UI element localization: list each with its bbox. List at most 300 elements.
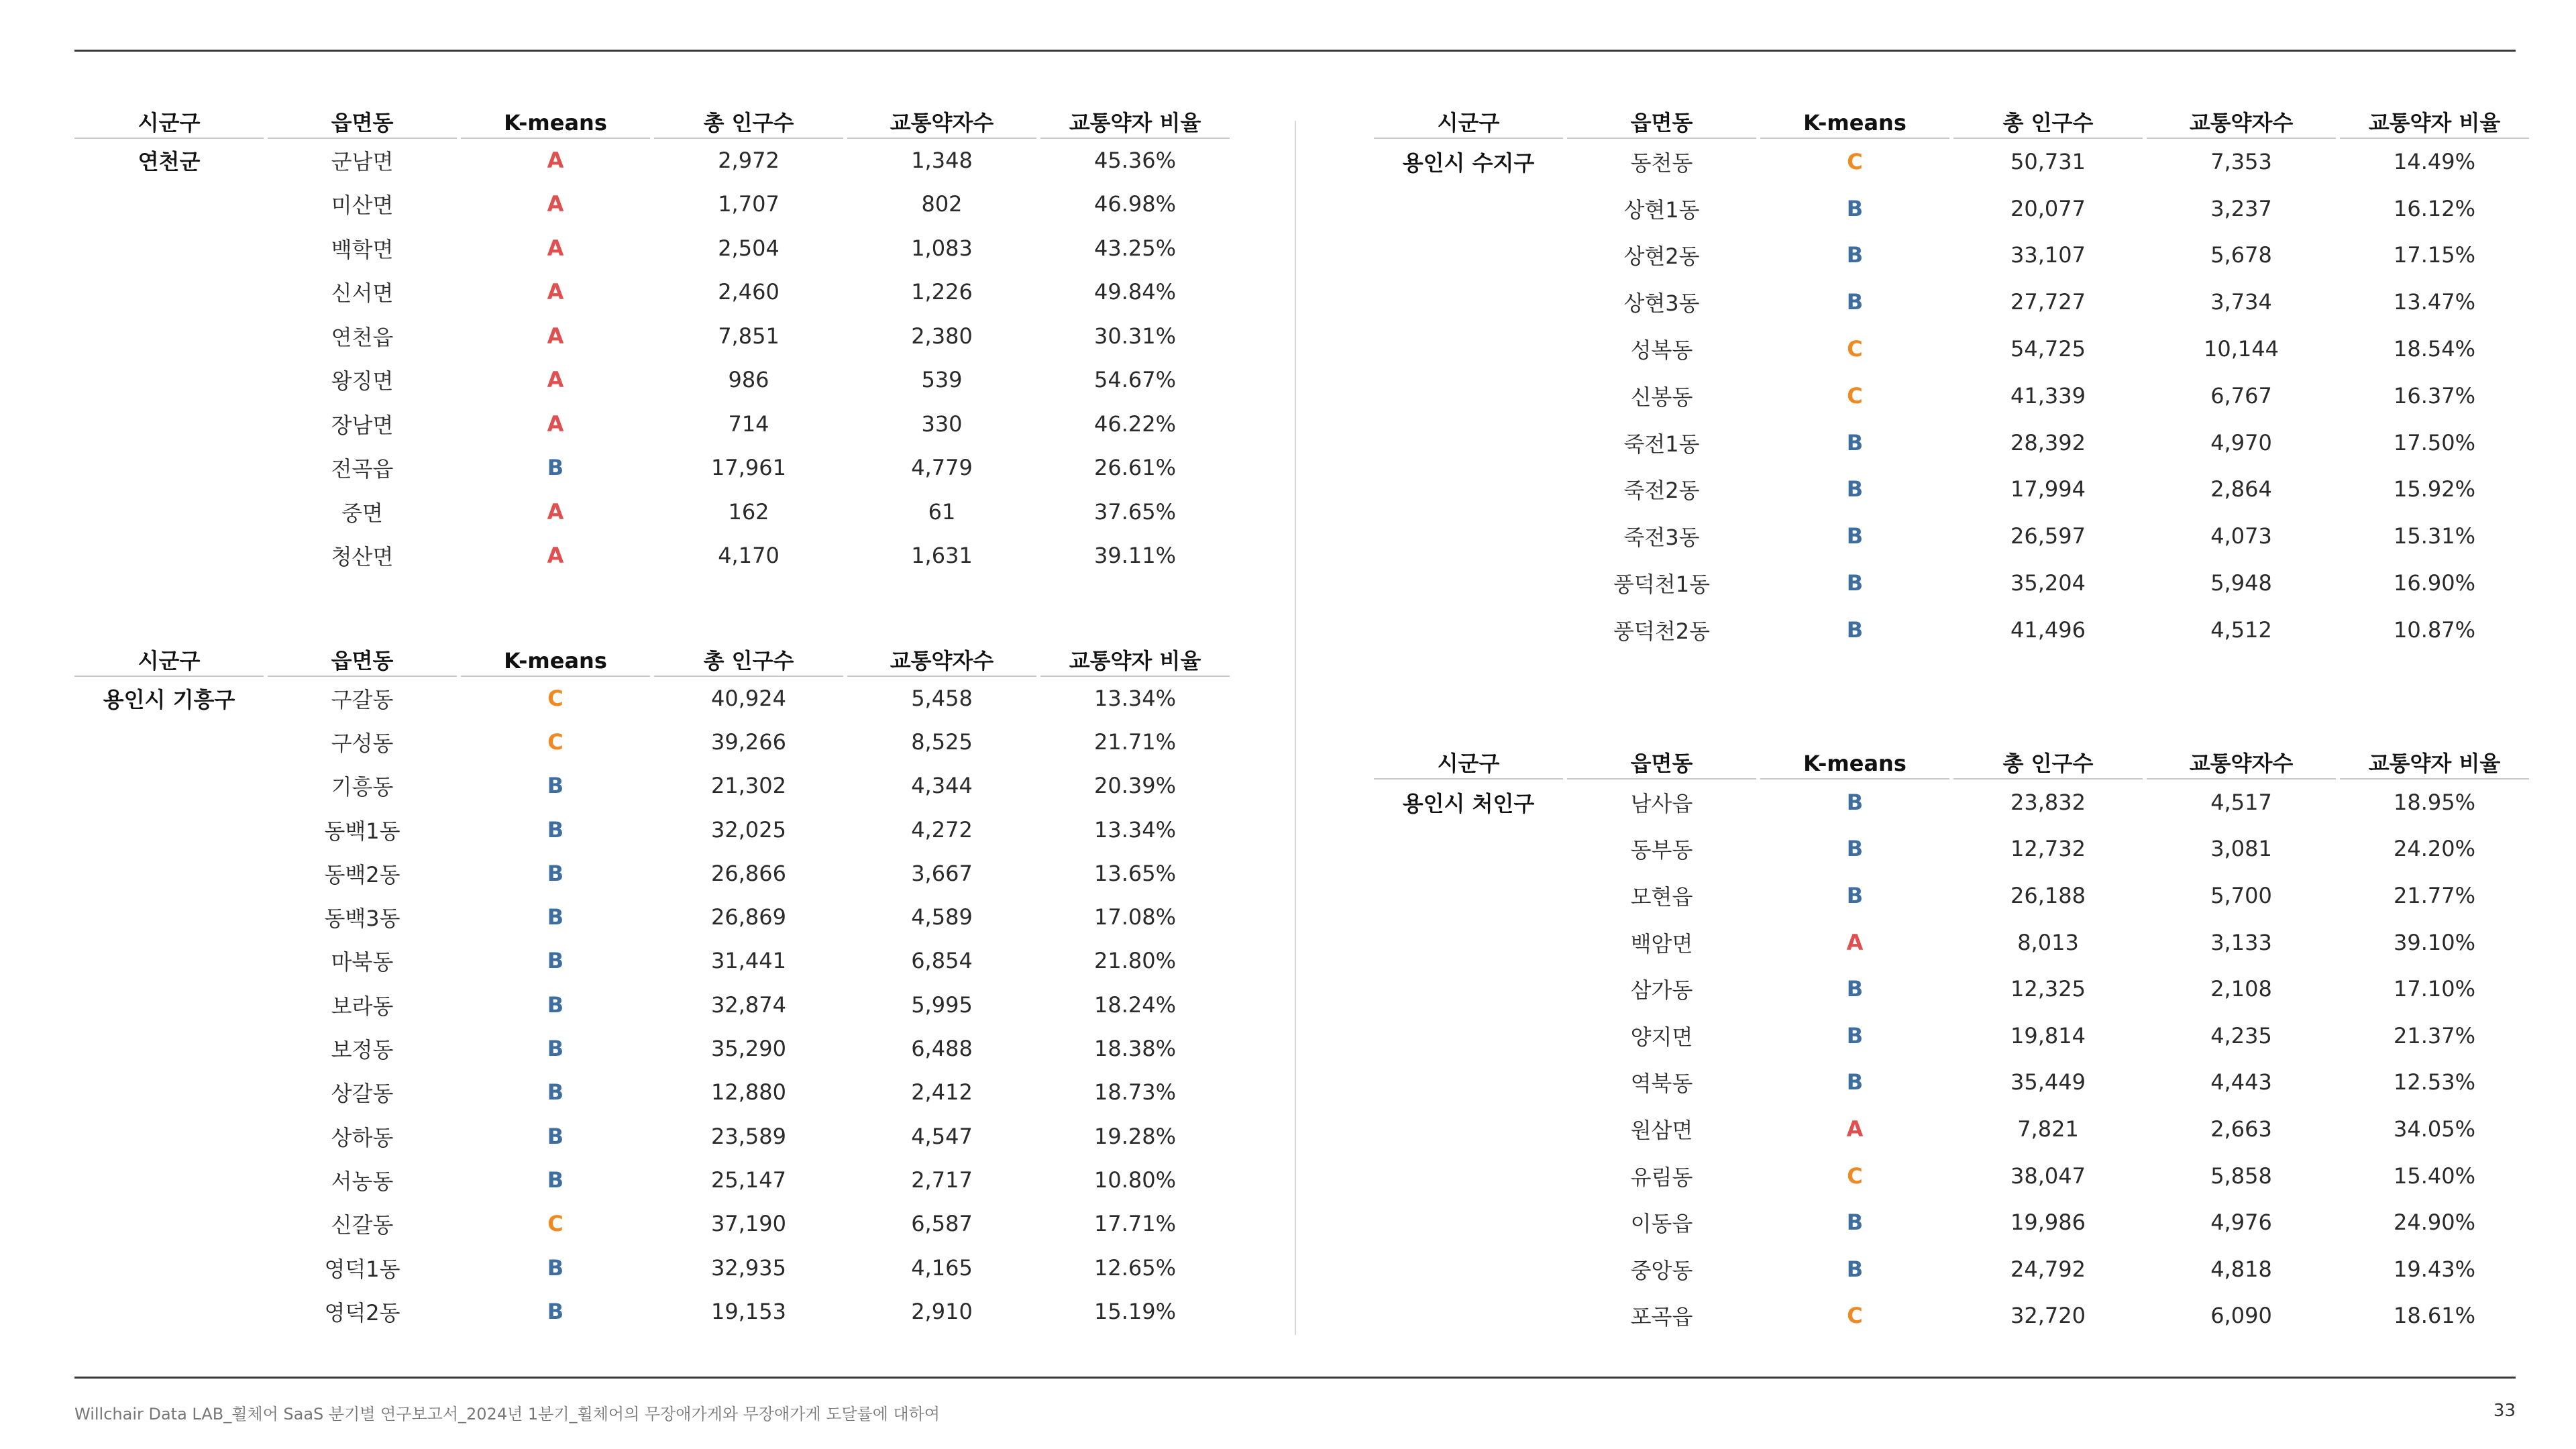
- population-cell: 39,266: [711, 729, 786, 755]
- ratio-cell: 16.90%: [2393, 570, 2475, 596]
- kmeans-cell: B: [547, 1079, 564, 1106]
- kmeans-cell: A: [1846, 1116, 1864, 1142]
- dong-cell: 상현1동: [1623, 197, 1700, 223]
- population-cell: 26,188: [2010, 882, 2086, 908]
- dong-cell: 남사읍: [1630, 790, 1693, 816]
- vulnerable-cell: 4,976: [2210, 1210, 2272, 1236]
- population-cell: 26,597: [2010, 523, 2086, 549]
- table-row: [1374, 606, 2529, 653]
- population-cell: 28,392: [2010, 429, 2086, 455]
- kmeans-cell: B: [1846, 1256, 1864, 1282]
- ratio-cell: 19.43%: [2393, 1256, 2475, 1282]
- page-number: 33: [2493, 1401, 2516, 1421]
- kmeans-cell: B: [547, 773, 564, 799]
- kmeans-cell: B: [1846, 429, 1864, 455]
- kmeans-cell: B: [547, 904, 564, 930]
- header-region: 시군구: [1374, 108, 1563, 139]
- kmeans-cell: B: [1846, 836, 1864, 862]
- header-vulnerable: 교통약자수: [847, 646, 1036, 677]
- table-row: [1374, 1012, 2529, 1059]
- table-row: [74, 138, 1230, 182]
- vulnerable-cell: 5,948: [2210, 570, 2272, 596]
- dong-cell: 동부동: [1630, 837, 1693, 863]
- dong-cell: 구갈동: [331, 686, 394, 712]
- dong-cell: 삼가동: [1630, 977, 1693, 1004]
- table-header: [1374, 749, 2529, 779]
- dong-cell: 유림동: [1630, 1164, 1693, 1190]
- table-row: [74, 720, 1230, 763]
- table-suji: [1374, 109, 2529, 653]
- population-cell: 12,325: [2010, 976, 2086, 1002]
- dong-cell: 전곡읍: [331, 456, 394, 482]
- population-cell: 12,880: [711, 1079, 786, 1106]
- kmeans-cell: A: [547, 498, 564, 525]
- ratio-cell: 20.39%: [1093, 773, 1176, 799]
- population-cell: 31,441: [711, 948, 786, 974]
- population-cell: 32,720: [2010, 1303, 2086, 1329]
- vulnerable-cell: 3,237: [2210, 195, 2272, 221]
- header-vulnerable: 교통약자수: [847, 108, 1036, 139]
- top-rule: [74, 50, 2516, 52]
- dong-cell: 원삼면: [1630, 1117, 1693, 1143]
- header-kmeans: K-means: [461, 108, 650, 139]
- kmeans-cell: B: [547, 948, 564, 974]
- table-row: [74, 1202, 1230, 1246]
- ratio-cell: 46.98%: [1093, 191, 1176, 217]
- vulnerable-cell: 2,864: [2210, 476, 2272, 502]
- population-cell: 26,866: [711, 860, 786, 886]
- table-row: [1374, 559, 2529, 606]
- ratio-cell: 18.61%: [2393, 1303, 2475, 1329]
- dong-cell: 중앙동: [1630, 1257, 1693, 1283]
- header-dong: 읍면동: [1567, 749, 1756, 780]
- population-cell: 19,153: [711, 1298, 786, 1324]
- ratio-cell: 24.90%: [2393, 1210, 2475, 1236]
- kmeans-cell: B: [1846, 195, 1864, 221]
- ratio-cell: 16.37%: [2393, 382, 2475, 409]
- vulnerable-cell: 2,910: [911, 1298, 973, 1324]
- dong-cell: 성복동: [1630, 337, 1693, 364]
- vulnerable-cell: 2,380: [911, 323, 973, 349]
- table-row: [74, 1158, 1230, 1201]
- kmeans-cell: B: [1846, 976, 1864, 1002]
- table-row: [74, 808, 1230, 851]
- population-cell: 35,204: [2010, 570, 2086, 596]
- header-kmeans: K-means: [1760, 108, 1949, 139]
- ratio-cell: 10.80%: [1093, 1167, 1176, 1193]
- table-header: [74, 647, 1230, 676]
- kmeans-cell: B: [547, 1298, 564, 1324]
- dong-cell: 이동읍: [1630, 1211, 1693, 1237]
- table-row: [74, 1071, 1230, 1114]
- population-cell: 25,147: [711, 1167, 786, 1193]
- ratio-cell: 13.34%: [1093, 816, 1176, 843]
- kmeans-cell: A: [547, 279, 564, 305]
- dong-cell: 동백3동: [324, 906, 400, 932]
- ratio-cell: 17.15%: [2393, 242, 2475, 268]
- vulnerable-cell: 802: [921, 191, 963, 217]
- vulnerable-cell: 4,165: [911, 1254, 973, 1281]
- header-population: 총 인구수: [1953, 108, 2143, 139]
- table-row: [1374, 325, 2529, 372]
- vulnerable-cell: 330: [921, 411, 963, 437]
- vulnerable-cell: 4,779: [911, 455, 973, 481]
- ratio-cell: 45.36%: [1093, 147, 1176, 173]
- kmeans-cell: B: [547, 1167, 564, 1193]
- ratio-cell: 34.05%: [2393, 1116, 2475, 1142]
- table-row: [74, 1289, 1230, 1333]
- vulnerable-cell: 4,235: [2210, 1022, 2272, 1049]
- vulnerable-cell: 4,272: [911, 816, 973, 843]
- table-row: [1374, 779, 2529, 826]
- ratio-cell: 12.53%: [2393, 1069, 2475, 1095]
- vulnerable-cell: 4,512: [2210, 616, 2272, 643]
- vulnerable-cell: 10,144: [2204, 336, 2279, 362]
- ratio-cell: 17.50%: [2393, 429, 2475, 455]
- vulnerable-cell: 1,631: [911, 543, 973, 569]
- dong-cell: 보정동: [331, 1037, 394, 1063]
- dong-cell: 장남면: [331, 412, 394, 438]
- vulnerable-cell: 4,818: [2210, 1256, 2272, 1282]
- ratio-cell: 18.24%: [1093, 991, 1176, 1018]
- dong-cell: 백암면: [1630, 930, 1693, 957]
- vulnerable-cell: 5,458: [911, 685, 973, 711]
- table-row: [1374, 185, 2529, 232]
- ratio-cell: 54.67%: [1093, 367, 1176, 393]
- ratio-cell: 16.12%: [2393, 195, 2475, 221]
- table-header: [1374, 109, 2529, 138]
- population-cell: 714: [728, 411, 769, 437]
- ratio-cell: 49.84%: [1093, 279, 1176, 305]
- population-cell: 35,449: [2010, 1069, 2086, 1095]
- population-cell: 21,302: [711, 773, 786, 799]
- ratio-cell: 30.31%: [1093, 323, 1176, 349]
- table-yeoncheon: [74, 109, 1230, 578]
- population-cell: 4,170: [718, 543, 780, 569]
- population-cell: 7,851: [718, 323, 780, 349]
- population-cell: 33,107: [2010, 242, 2086, 268]
- kmeans-cell: C: [1847, 382, 1863, 409]
- ratio-cell: 21.77%: [2393, 882, 2475, 908]
- ratio-cell: 13.47%: [2393, 289, 2475, 315]
- vulnerable-cell: 4,073: [2210, 523, 2272, 549]
- header-region: 시군구: [1374, 749, 1563, 780]
- vulnerable-cell: 8,525: [911, 729, 973, 755]
- kmeans-cell: C: [547, 729, 564, 755]
- header-ratio: 교통약자 비율: [2340, 108, 2529, 139]
- dong-cell: 미산면: [331, 193, 394, 219]
- population-cell: 41,339: [2010, 382, 2086, 409]
- population-cell: 27,727: [2010, 289, 2086, 315]
- kmeans-cell: C: [1847, 336, 1863, 362]
- ratio-cell: 18.95%: [2393, 789, 2475, 815]
- table-row: [1374, 466, 2529, 513]
- dong-cell: 역북동: [1630, 1071, 1693, 1097]
- population-cell: 986: [728, 367, 769, 393]
- table-row: [1374, 419, 2529, 466]
- population-cell: 38,047: [2010, 1163, 2086, 1189]
- ratio-cell: 18.73%: [1093, 1079, 1176, 1106]
- vulnerable-cell: 1,348: [911, 147, 973, 173]
- kmeans-cell: A: [547, 323, 564, 349]
- dong-cell: 죽전3동: [1623, 525, 1700, 551]
- dong-cell: 청산면: [331, 544, 394, 570]
- vulnerable-cell: 6,488: [911, 1036, 973, 1062]
- kmeans-cell: B: [547, 1123, 564, 1149]
- kmeans-cell: C: [547, 685, 564, 711]
- vulnerable-cell: 1,083: [911, 235, 973, 261]
- population-cell: 7,821: [2017, 1116, 2079, 1142]
- dong-cell: 풍덕천1동: [1613, 572, 1710, 598]
- population-cell: 2,972: [718, 147, 780, 173]
- table-row: [1374, 1106, 2529, 1152]
- population-cell: 32,935: [711, 1254, 786, 1281]
- kmeans-cell: B: [547, 455, 564, 481]
- population-cell: 162: [728, 498, 769, 525]
- header-region: 시군구: [74, 646, 264, 677]
- population-cell: 2,504: [718, 235, 780, 261]
- population-cell: 20,077: [2010, 195, 2086, 221]
- region-cell: 용인시 처인구: [1402, 790, 1535, 816]
- ratio-cell: 46.22%: [1093, 411, 1176, 437]
- dong-cell: 죽전2동: [1623, 478, 1700, 504]
- table-row: [74, 1114, 1230, 1158]
- vulnerable-cell: 5,700: [2210, 882, 2272, 908]
- dong-cell: 상갈동: [331, 1081, 394, 1107]
- ratio-cell: 15.19%: [1093, 1298, 1176, 1324]
- table-row: [1374, 372, 2529, 419]
- population-cell: 19,986: [2010, 1210, 2086, 1236]
- table-header: [74, 109, 1230, 138]
- population-cell: 19,814: [2010, 1022, 2086, 1049]
- vulnerable-cell: 1,226: [911, 279, 973, 305]
- dong-cell: 영덕1동: [324, 1256, 400, 1282]
- bottom-rule: [74, 1377, 2516, 1379]
- vulnerable-cell: 2,108: [2210, 976, 2272, 1002]
- kmeans-cell: B: [547, 991, 564, 1018]
- population-cell: 26,869: [711, 904, 786, 930]
- ratio-cell: 21.37%: [2393, 1022, 2475, 1049]
- population-cell: 24,792: [2010, 1256, 2086, 1282]
- header-dong: 읍면동: [268, 108, 457, 139]
- header-ratio: 교통약자 비율: [2340, 749, 2529, 780]
- ratio-cell: 13.34%: [1093, 685, 1176, 711]
- table-row: [74, 1026, 1230, 1070]
- vulnerable-cell: 7,353: [2210, 148, 2272, 174]
- kmeans-cell: B: [1846, 570, 1864, 596]
- population-cell: 35,290: [711, 1036, 786, 1062]
- vulnerable-cell: 2,663: [2210, 1116, 2272, 1142]
- table-row: [74, 764, 1230, 808]
- table-row: [1374, 1199, 2529, 1246]
- kmeans-cell: B: [547, 1036, 564, 1062]
- header-region: 시군구: [74, 108, 264, 139]
- table-row: [74, 358, 1230, 402]
- header-kmeans: K-means: [1760, 749, 1949, 780]
- population-cell: 1,707: [718, 191, 780, 217]
- table-row: [74, 402, 1230, 446]
- kmeans-cell: B: [1846, 1022, 1864, 1049]
- ratio-cell: 17.71%: [1093, 1211, 1176, 1237]
- dong-cell: 포곡읍: [1630, 1304, 1693, 1330]
- dong-cell: 군남면: [331, 148, 394, 174]
- kmeans-cell: C: [1847, 148, 1863, 174]
- vulnerable-cell: 3,133: [2210, 929, 2272, 955]
- table-row: [1374, 1246, 2529, 1293]
- kmeans-cell: B: [1846, 242, 1864, 268]
- table-row: [74, 676, 1230, 720]
- table-row: [74, 939, 1230, 983]
- kmeans-cell: A: [1846, 929, 1864, 955]
- population-cell: 32,025: [711, 816, 786, 843]
- region-cell: 연천군: [138, 148, 201, 174]
- table-row: [74, 182, 1230, 227]
- vulnerable-cell: 61: [928, 498, 956, 525]
- vulnerable-cell: 5,858: [2210, 1163, 2272, 1189]
- dong-cell: 서농동: [331, 1168, 394, 1194]
- kmeans-cell: A: [547, 411, 564, 437]
- dong-cell: 중면: [341, 500, 383, 526]
- ratio-cell: 15.92%: [2393, 476, 2475, 502]
- header-ratio: 교통약자 비율: [1040, 646, 1230, 677]
- vulnerable-cell: 4,547: [911, 1123, 973, 1149]
- ratio-cell: 18.54%: [2393, 336, 2475, 362]
- kmeans-cell: B: [1846, 523, 1864, 549]
- kmeans-cell: B: [1846, 1069, 1864, 1095]
- population-cell: 8,013: [2017, 929, 2079, 955]
- kmeans-cell: B: [547, 816, 564, 843]
- kmeans-cell: C: [547, 1211, 564, 1237]
- table-row: [74, 226, 1230, 270]
- ratio-cell: 10.87%: [2393, 616, 2475, 643]
- table-row: [74, 446, 1230, 490]
- dong-cell: 마북동: [331, 949, 394, 975]
- vulnerable-cell: 539: [921, 367, 963, 393]
- vulnerable-cell: 4,970: [2210, 429, 2272, 455]
- ratio-cell: 26.61%: [1093, 455, 1176, 481]
- dong-cell: 신서면: [331, 280, 394, 307]
- dong-cell: 상현2동: [1623, 244, 1700, 270]
- table-row: [74, 851, 1230, 895]
- dong-cell: 백학면: [331, 236, 394, 262]
- ratio-cell: 18.38%: [1093, 1036, 1176, 1062]
- kmeans-cell: B: [1846, 789, 1864, 815]
- ratio-cell: 17.10%: [2393, 976, 2475, 1002]
- dong-cell: 동백1동: [324, 818, 400, 844]
- table-row: [1374, 513, 2529, 559]
- table-row: [74, 1246, 1230, 1289]
- dong-cell: 보라동: [331, 993, 394, 1019]
- population-cell: 12,732: [2010, 836, 2086, 862]
- table-row: [74, 895, 1230, 938]
- ratio-cell: 24.20%: [2393, 836, 2475, 862]
- population-cell: 50,731: [2010, 148, 2086, 174]
- table-row: [1374, 1152, 2529, 1199]
- ratio-cell: 21.80%: [1093, 948, 1176, 974]
- ratio-cell: 17.08%: [1093, 904, 1176, 930]
- table-row: [74, 270, 1230, 315]
- vulnerable-cell: 3,081: [2210, 836, 2272, 862]
- population-cell: 23,832: [2010, 789, 2086, 815]
- population-cell: 37,190: [711, 1211, 786, 1237]
- header-population: 총 인구수: [1953, 749, 2143, 780]
- table-cheoin: [1374, 749, 2529, 1339]
- region-cell: 용인시 기흥구: [103, 686, 235, 712]
- column-divider: [1295, 121, 1296, 1335]
- table-row: [1374, 872, 2529, 919]
- vulnerable-cell: 5,678: [2210, 242, 2272, 268]
- ratio-cell: 37.65%: [1093, 498, 1176, 525]
- dong-cell: 연천읍: [331, 324, 394, 350]
- footer-text: Willchair Data LAB_휠체어 SaaS 분기별 연구보고서_2024년 1분기_휠체어의 무장애가게와 무장애가게 도달률에 대하여: [74, 1405, 941, 1424]
- table-giheung: [74, 647, 1230, 1333]
- kmeans-cell: C: [1847, 1303, 1863, 1329]
- table-row: [1374, 826, 2529, 873]
- table-row: [1374, 1059, 2529, 1106]
- vulnerable-cell: 4,589: [911, 904, 973, 930]
- vulnerable-cell: 6,090: [2210, 1303, 2272, 1329]
- dong-cell: 신갈동: [331, 1212, 394, 1238]
- vulnerable-cell: 4,443: [2210, 1069, 2272, 1095]
- table-row: [74, 314, 1230, 358]
- ratio-cell: 39.10%: [2393, 929, 2475, 955]
- table-row: [1374, 278, 2529, 325]
- table-row: [1374, 965, 2529, 1012]
- population-cell: 41,496: [2010, 616, 2086, 643]
- table-row: [74, 490, 1230, 534]
- dong-cell: 풍덕천2동: [1613, 618, 1710, 644]
- header-dong: 읍면동: [1567, 108, 1756, 139]
- region-cell: 용인시 수지구: [1402, 150, 1535, 176]
- table-row: [1374, 919, 2529, 966]
- table-row: [1374, 1293, 2529, 1340]
- population-cell: 17,994: [2010, 476, 2086, 502]
- vulnerable-cell: 6,767: [2210, 382, 2272, 409]
- vulnerable-cell: 2,412: [911, 1079, 973, 1106]
- table-row: [74, 534, 1230, 578]
- dong-cell: 상현3동: [1623, 290, 1700, 317]
- population-cell: 17,961: [711, 455, 786, 481]
- header-dong: 읍면동: [268, 646, 457, 677]
- kmeans-cell: A: [547, 147, 564, 173]
- dong-cell: 상하동: [331, 1124, 394, 1150]
- vulnerable-cell: 6,854: [911, 948, 973, 974]
- ratio-cell: 39.11%: [1093, 543, 1176, 569]
- dong-cell: 구성동: [331, 730, 394, 756]
- vulnerable-cell: 2,717: [911, 1167, 973, 1193]
- population-cell: 40,924: [711, 685, 786, 711]
- kmeans-cell: B: [1846, 882, 1864, 908]
- kmeans-cell: A: [547, 191, 564, 217]
- population-cell: 54,725: [2010, 336, 2086, 362]
- ratio-cell: 43.25%: [1093, 235, 1176, 261]
- table-row: [1374, 232, 2529, 279]
- kmeans-cell: B: [1846, 289, 1864, 315]
- vulnerable-cell: 4,344: [911, 773, 973, 799]
- kmeans-cell: B: [1846, 616, 1864, 643]
- vulnerable-cell: 3,667: [911, 860, 973, 886]
- header-population: 총 인구수: [654, 108, 843, 139]
- vulnerable-cell: 4,517: [2210, 789, 2272, 815]
- header-kmeans: K-means: [461, 646, 650, 677]
- population-cell: 2,460: [718, 279, 780, 305]
- kmeans-cell: C: [1847, 1163, 1863, 1189]
- dong-cell: 기흥동: [331, 774, 394, 800]
- kmeans-cell: A: [547, 367, 564, 393]
- dong-cell: 동백2동: [324, 861, 400, 888]
- ratio-cell: 13.65%: [1093, 860, 1176, 886]
- dong-cell: 신봉동: [1630, 384, 1693, 410]
